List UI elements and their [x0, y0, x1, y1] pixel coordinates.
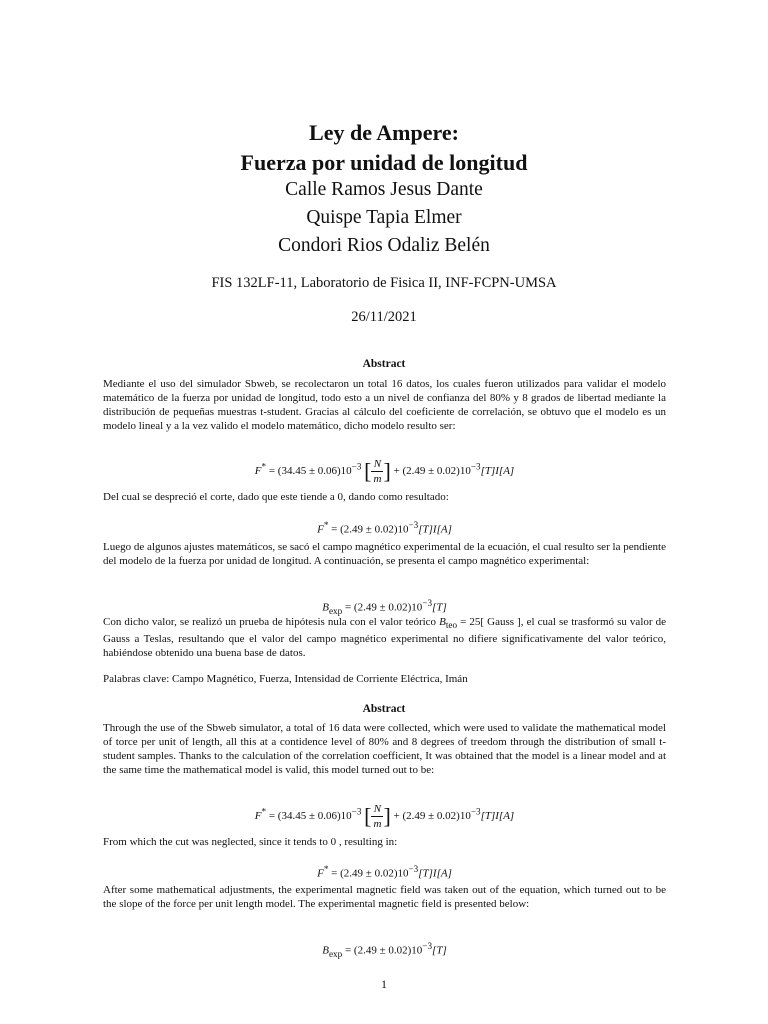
fraction-denominator: m [373, 818, 382, 830]
abstract-es-paragraph-3: Luego de algunos ajustes matemáticos, se sacó el campo magnético experimental de la ecuación, el cual resulto ser la pendiente del modelo de la fuerza por unidad de longitud. A continuación, se presenta el campo magnético experimental: [103, 541, 666, 567]
eq-part-right: + (2.49 ± 0.02)10 [393, 465, 471, 478]
eq-subscript-exp: exp [328, 605, 343, 616]
equation-en-3 [103, 939, 666, 961]
author-list [0, 176, 768, 260]
eq-exponent: −3 [408, 520, 419, 530]
abstract-es-paragraph-2: Del cual se despreció el corte, dado que este tiende a 0, dando como resultado: [103, 491, 449, 503]
abstract-es-paragraph-1: Mediante el uso del simulador Sbweb, se recolectaron un total 16 datos, los cuales fueron utilizados para validar el modelo matemático de la fuerza por unidad de longitud, todo esto a un nivel de confianza del 80% y 8 grados de libertad mediante la distribución de pequeñas muestras t-student. Gracias al cálculo del coeficiente de correlación, se obtuvo que el modelo es un modelo lineal y a la vez valido el modelo matemático, dicho modelo resulto ser: [103, 378, 666, 432]
eq-symbol-f: F [254, 810, 262, 823]
abstract-es-paragraph-4 [103, 615, 666, 660]
fraction-n-over-m [371, 802, 383, 831]
author-2: Quispe Tapia Elmer [306, 207, 462, 228]
author-3: Condori Rios Odaliz Belén [278, 235, 490, 256]
fraction-numerator: N [371, 802, 383, 817]
abstract-heading-es: Abstract [362, 358, 406, 370]
p4-text-a: Con dicho valor, se realizó un prueba de hipótesis nula con el valor teórico [103, 616, 440, 628]
eq-symbol-f: F [317, 523, 324, 536]
fraction-numerator: N [371, 457, 383, 472]
abstract-en-paragraph-2: From which the cut was neglected, since it tends to 0 , resulting in: [103, 836, 398, 848]
eq-units: [T]I[A] [480, 810, 515, 823]
eq-body: = (2.49 ± 0.02)10 [331, 867, 409, 880]
abstract-en-paragraph-3: After some mathematical adjustments, the experimental magnetic field was taken out of the equation, which turned out to be the slope of the force per unit length model. The experimental magnetic field is presented below: [103, 884, 666, 910]
eq-units: [T]I[A] [418, 523, 452, 536]
eq-exponent: −3 [470, 461, 481, 472]
eq-body: = (2.49 ± 0.02)10 [344, 601, 423, 614]
eq-exponent: −3 [351, 806, 362, 817]
equation-es-1 [103, 457, 666, 486]
fraction-n-over-m [371, 457, 383, 486]
eq-body: = (2.49 ± 0.02)10 [331, 523, 409, 536]
bracket-close: ] [383, 458, 391, 484]
eq-units: [T]I[A] [480, 465, 515, 478]
keywords: Palabras clave: Campo Magnético, Fuerza, Intensidad de Corriente Eléctrica, Imán [103, 673, 468, 685]
equation-en-2 [103, 862, 666, 881]
date: 26/11/2021 [351, 309, 417, 325]
eq-exponent: −3 [422, 941, 433, 951]
eq-star: * [323, 864, 329, 874]
eq-part-right: + (2.49 ± 0.02)10 [393, 810, 471, 823]
eq-units: [T] [432, 944, 447, 957]
bracket-close: ] [383, 803, 391, 829]
bracket-open: [ [364, 458, 372, 484]
eq-exponent: −3 [351, 461, 362, 472]
eq-symbol-f: F [317, 867, 324, 880]
page-number: 1 [381, 977, 387, 991]
p4-text-b: = 25[ Gauss ], el cual se trasformó su valor de Gauss a Teslas, resultando que el valor del campo magnético experimental no difiere significativamente del valor teórico, habiéndose obtenido una buena base de datos. [103, 616, 666, 660]
title-line-1: Ley de Ampere: [309, 120, 459, 145]
eq-symbol-b: B [439, 616, 446, 628]
paper-title [0, 118, 768, 178]
eq-star: * [323, 520, 329, 530]
eq-subscript-teo: teo [445, 620, 458, 631]
eq-exponent: −3 [408, 864, 419, 874]
eq-part-left: = (34.45 ± 0.06)10 [268, 810, 352, 823]
eq-units: [T]I[A] [418, 867, 452, 880]
eq-units: [T] [432, 601, 447, 614]
eq-star: * [261, 806, 267, 817]
eq-subscript-exp: exp [328, 948, 343, 959]
eq-symbol-b: B [322, 601, 329, 614]
fraction-denominator: m [373, 473, 382, 485]
eq-star: * [261, 461, 267, 472]
abstract-heading-en: Abstract [362, 703, 406, 715]
equation-en-1 [103, 802, 666, 831]
eq-body: = (2.49 ± 0.02)10 [344, 944, 423, 957]
affiliation: FIS 132LF-11, Laboratorio de Fisica II, INF-FCPN-UMSA [211, 275, 557, 291]
bracket-open: [ [364, 803, 372, 829]
eq-symbol-f: F [254, 465, 262, 478]
eq-exponent: −3 [422, 598, 433, 608]
abstract-en-paragraph-1: Through the use of the Sbweb simulator, a total of 16 data were collected, which were used to validate the mathematical model of torce per unit of length, all this at a contidence level of 80% and 8 degrees of treedom through the distribution of small t-student samples. Thanks to the calculation of the correlation coefficient, It was obtained that the model is a linear model and at the same time the mathematical model is valid, this model turned out to be: [103, 722, 666, 776]
author-1: Calle Ramos Jesus Dante [285, 179, 483, 200]
equation-es-2 [103, 518, 666, 537]
eq-part-left: = (34.45 ± 0.06)10 [268, 465, 352, 478]
title-line-2: Fuerza por unidad de longitud [240, 150, 528, 175]
eq-exponent: −3 [470, 806, 481, 817]
eq-symbol-b: B [322, 944, 329, 957]
